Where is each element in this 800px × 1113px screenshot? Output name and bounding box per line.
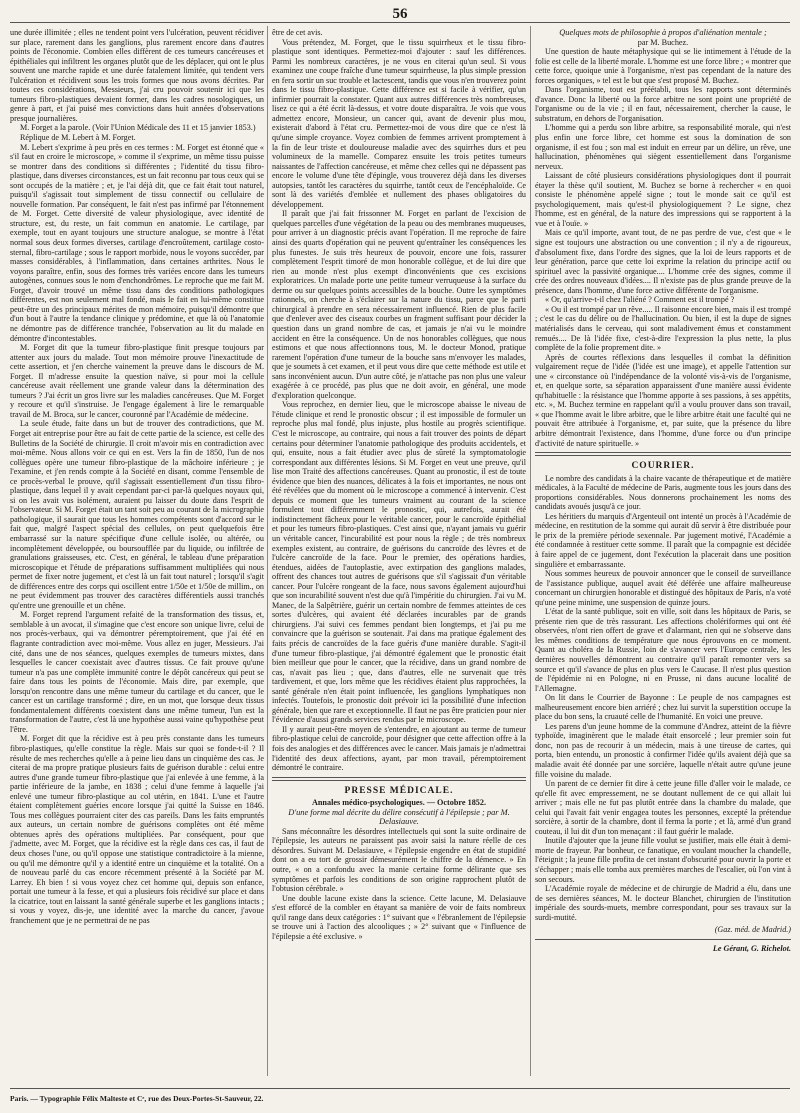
column-divider-2 <box>530 26 531 1076</box>
paragraph: Vous prétendez, M. Forget, que le tissu squirrheux et le tissu fibro-plastique sont identiques. Permettez-moi d'ajouter : sauf les différences. Parmi les nombreux caractères, je ne vous en citerai qu'un seul. Si vous examinez une coupe fraîche d'une tumeur squirrheuse, la plus simple pression en fera sortir un suc trouble et lactescent, tandis que vous n'en trouverez point dans le tissu fibro-plastique. Cette différence est si facile à vérifier, qu'un infirmier pourrait la constater. Quant aux autres différences très nombreuses, lisez ce qui a été écrit là-dessus, et votre doute disparaîtra. Je vois que vous admettez encore, Monsieur, un cancer qui, avant de devenir plus mou, existerait d'abord à l'état cru. Permettez-moi de vous dire que ce n'est là qu'une simple croyance. Voyez combien de femmes arrivent promptement à la fin de leur triste et douloureuse maladie avec des squirrhes durs et peu volumineux de la mamelle. Comparez ensuite les trois petites tumeurs naissantes de l'affection cancéreuse, et même chez celles qui ne dépassent pas encore le volume d'une tête d'épingle, vous trouverez déjà dans les diverses autopsies, tantôt les caractères du squirrhe, tantôt ceux de l'encéphaloïde. Ce sont là des variétés d'emblée et nullement des phases obligatoires du développement. <box>272 37 526 209</box>
paragraph: On lit dans le Courrier de Bayonne : Le peuple de nos campagnes est malheureusement encore bien arriéré ; chez lui survit la superstition occupe la place du bon sens, la cruauté celle de l'humanité. En voici une preuve. <box>535 693 791 722</box>
paragraph: Une question de haute métaphysique qui se lie intimement à l'étude de la folie est celle de la liberté morale. L'homme est une force libre ; « montrer que cette force, quoique unie à l'organisme, n'est pas cependant de la nature des forces organiques, » tel est le but que s'est proposé M. Buchez. <box>535 47 791 85</box>
top-rule <box>10 22 790 23</box>
paragraph: Réplique de M. Lebert à M. Forget. <box>20 133 136 143</box>
paragraph: Une double lacune existe dans la science. Cette lacune, M. Delasiauve s'est efforcé de la combler en étayant sa manière de voir de faits nombreux qu'il range dans deux catégories : 1° suivant que « l'ébranlement de l'épilepsie se trouve uni à l'action des alcooliques ; » 2° suivant que « l'influence de l'épilepsie a été exclusive. » <box>272 893 526 941</box>
paragraph: La seule étude, faite dans un but de trouver des contradictions, que M. Forget ait entreprise pour être au fait de cette partie de la science, est celle des Bulletins de la Société de chirurgie. Il croit m'avoir mis en contradiction avec moi-même. Nous allons voir ce qui en est. Vers la fin de 1850, l'un de nos collègues opère une tumeur fibro-plastique de la mâchoire inférieure ; je l'examine, et j'en rends compte à la Société en disant, comme l'ensemble de ce procès-verbal le prouve, qu'il s'agissait essentiellement d'un tissu fibro-plastique, dans lequel il y avait cependant par-ci par-là quelques noyaux qui, si on les avait vus isolément, auraient pu laisser du doute dans l'esprit de l'observateur. Si M. Forget était un tant soit peu au courant de la micrographie pathologique, il saurait que tous les hommes compétents sont d'accord sur le fait que, malgré l'aspect spécial des cellules, on peut quelquefois être embarrassé sur la nature spécifique d'une cellule isolée, ou altérée, ou incomplètement développée, ou boursoufflée par du liquide, ou infiltrée de granulations graisseuses, etc. C'est, en général, le tableau d'une préparation microscopique et l'étude de préparations suffisamment multipliées qui nous permet de fixer notre jugement, et c'est là un fait tout naturel ; lorsqu'il s'agit de différences entre des corps qui oscillent entre 1/50e et 1/50e de millim., on ne peut évidemment pas trouver des caractères différentiels aussi tranchés qu'entre une grenouille et un chêne. <box>10 419 264 610</box>
page-number: 56 <box>392 6 408 22</box>
section-heading-courrier: COURRIER. <box>631 461 695 472</box>
column-1 <box>10 28 264 925</box>
source-citation: (Gaz. méd. de Madrid.) <box>714 925 791 935</box>
section-heading-presse: PRESSE MÉDICALE. <box>344 785 454 796</box>
paragraph: Les parens d'un jeune homme de la commune d'Andrez, atteint de la fièvre typhoïde, imaginèrent que le malade était ensorcelé ; leur premier soin fut donc, non pas de recourir à un médecin, mais à une tireuse de cartes, qui porta, bien entendu, un pronostic à confirmer l'idée qu'ils avaient déjà que sa maladie avait été donnée par une sorcière, laquelle n'était autre qu'une jeune fille voisine du malade. <box>535 721 791 779</box>
paragraph: Nous sommes heureux de pouvoir annoncer que le conseil de surveillance de l'assistance publique, auquel avait été déférée une affaire malheureuse concernant un chirurgien honorable et distingué des hôpitaux de Paris, n'a voté qu'une peine minime, une suspension de quinze jours. <box>535 569 791 607</box>
paragraph: M. Forget dit que la récidive est à peu près constante dans les tumeurs fibro-plastiques, qu'elle constitue la règle. Mais sur quoi se fonde-t-il ? Il résulte de mes recherches qu'elle a à peine lieu dans un cinquième des cas. Je citerai de ma propre pratique plusieurs faits de guérison durable : celui entre autres d'une grande tumeur fibro-plastique que j'ai enlevée à une femme, à la partie inférieure de la jambe, en 1838 ; celui d'une femme à laquelle j'ai enlevé une tumeur fibro-plastique au col utérin, en 1841. L'une et l'autre étaient complètement guéries encore lorsque j'ai quitté la Suisse en 1846. Tous mes collègues pourraient citer des cas pareils. Dans les faits empruntés aux auteurs, un certain nombre de guérisons complètes ont été même obtenues après des opérations multipliées. Par conséquent, pour que j'admette, avec M. Forget, que la récidive est la règle dans ces cas, il faut de deux choses l'une, ou qu'il oppose une statistique contradictoire à la mienne, ou qu'il me démontre qu'il y a identité entre un cinquième et la totalité. On a de nouveau parlé du cas encore récemment présenté à la Société par M. Larrey. Eh bien ! si vous voyez chez cet homme qui, depuis son enfance, portait une tumeur à la fesse, et qui a plusieurs fois récidivé sur place et dans la cicatrice, tout en laissant la santé générale superbe et les ganglions intacts ; si vous y voyez, dis-je, une identité avec la marche du cancer, j'avoue franchement que je ne permettrai de ne pas <box>10 734 264 925</box>
paragraph: M. Forget reprend l'argument refaité de la transformation des tissus, et, semblable à un avocat, il s'imagine que c'est encore son unique livre, celui de nos procès-verbaux, qui va démontrer péremptoirement, que j'ai été en flagrante contradiction avec moi-même. Vous allez en juger, Messieurs. J'ai cité, dans une de nos séances, quelques exemples de tumeurs mixtes, dans lesquelles le cancer coexistait avec d'autres tissus. Ce fait prouve qu'une tumeur n'a pas une complète immunité contre le dépôt cancéreux qui peut se faire dans tous les points de l'économie. Mais dire, par exemple, que lorsqu'on rencontre dans une même tumeur du cartilage et du cancer, que le cancer est un cartilage transformé ; dire, en un mot, que lorsque deux tissus fondamentalement différents coexistent dans une même tumeur, l'un est la transformation de l'autre, c'est là une hypothèse aussi vaine qu'hypothèse peut l'être. <box>10 610 264 734</box>
divider <box>535 939 791 940</box>
paragraph: L'état de la santé publique, soit en ville, soit dans les hôpitaux de Paris, se présente rien que de très rassurant. Les affections cholériformes qui ont été observées, n'ont rien offert de grave et d'alarmant, rien qui ne s'observe dans les mêmes conditions de température que nous éprouvons en ce moment. Quant au choléra de la Russie, loin de s'avancer vers l'Europe centrale, les dernières nouvelles démontrent au contraire qu'il paraît remonter vers sa source et qu'il s'avance de plus en plus vers le Caucase. Il n'est plus question de l'épidémie ni en Pologne, ni en Prusse, ni dans aucune localité de l'Allemagne. <box>535 607 791 693</box>
paragraph: « Or, qu'arrive-t-il chez l'aliéné ? Comment est il trompé ? <box>545 295 735 305</box>
column-2 <box>272 28 526 941</box>
footer-rule <box>10 1088 790 1089</box>
paragraph: Dans l'organisme, tout est préétabli, tous les rapports sont déterminés d'avance. Donc la liberté ou la force arbitre ne sont point une propriété de l'organisme ou de la vie ; il en faut, nécessairement, chercher la cause, le substratum, en dehors de l'organisation. <box>535 85 791 123</box>
paragraph: L'Académie royale de médecine et de chirurgie de Madrid a élu, dans une de ses dernières séances, M. le docteur Blanchet, chirurgien de l'institution impériale des sourds-muets, membre correspondant, pour ses travaux sur la surdi-mutité. <box>535 884 791 922</box>
paragraph: M. Lebert s'exprime à peu près en ces termes : M. Forget est étonné que « s'il faut en croire le microscope, » comme il s'exprime, un même tissu puisse se montrer dans des conditions si différentes ; l'identité du tissu fibro-plastique, dans diverses circonstances, est un fait reconnu par tous ceux qui se sont occupés de la matière ; et, je l'ai déjà dit, que ce fait était tout naturel, puisqu'il s'agissait tout simplement de tissu connectif ou cellulaire de nouvelle formation. Par conséquent, le fait n'est pas infirmé par l'étonnement de M. Forget. Cette diversité de valeur physiologique, avec identité de structure, est, du reste, un fait commun en anatomie. Le cartilage, par exemple, tout en ayant toujours une structure analogue, se montre à l'état normal sous deux formes diverses, cartilage d'encroûtement, cartilage costo-sternal, fibro-cartilage ; sous le rapport morbide, nous le voyons succéder, par masses considérables, à l'inflammation, dans certaines arthrites. Nous le voyons paraître, enfin, sous des formes très variées encore dans les tumeurs autogènes, connues sous le nom d'enchondrômes. Le reproche que me fait M. Forget, d'avoir trouvé un même tissu dans des conditions pathologiques différentes, est non seulement mal fondé, mais le fait en lui-même constitue peut-être un des principaux mérites de mon mémoire, puisqu'il démontre que d'un bout à l'autre la tendance clinique y prédomine, et que là où l'anatomie ne démontre pas de différence tranchée, l'observation au lit du malade en démontre d'incontestables. <box>10 142 264 343</box>
paragraph: Il paraît que j'ai fait frissonner M. Forget en parlant de l'excision de quelques parcelles d'une végétation de la peau ou des membranes muqueuses, pour arriver à un diagnostic précis avant l'opération. Il me reproche de faire ainsi des quarts d'opération qui ne peuvent qu'entraîner les conséquences les plus funestes. Je suis très heureux de pouvoir, encore une fois, rassurer complètement l'esprit timoré de mon honorable collègue, et de lui dire que rien au monde n'est plus exempt d'inconvénients que ces excisions exploratrices. Un malade porte une petite tumeur verruqueuse à la surface du derme ou sur quelques points accessibles de la bouche. Outre les symptômes rationnels, on cherche à s'éclairer sur la nature du tissu, parce que le parti chirurgical à prendre en sera nécessairement influencé. Rien de plus facile que d'enlever avec des ciseaux courbes un fragment suffisant pour décider la question dans un grand nombre de cas, et jamais je n'ai vu le moindre accident en être la conséquence. Un de nos honorables collègues, que nous estimons et que nous affectionnons tous, M. le docteur Monod, pratique rarement l'opération d'une tumeur de la bouche sans m'envoyer les malades, que je soumets à cet examen, et il peut vous dire que cette méthode est utile et sans inconvénient aucun. D'un autre côté, je n'attache pas non plus une valeur exagérée à ce procédé, pas plus que ne doit avoir, en général, une mode d'exploration quelconque. <box>272 209 526 400</box>
paragraph: Inutile d'ajouter que la jeune fille voulut se justifier, mais elle était à demi-morte de frayeur. Par bonheur, ce fanatique, en voulant moucher la chandelle, l'éteignit ; la jeune fille profita de cet instant d'obscurité pour ouvrir la porte et s'échapper ; mais elle tomba aux premières marches de l'escalier, où l'on vint à son secours. <box>535 836 791 884</box>
imprint-footer: Paris. — Typographie Félix Malteste et Cᵉ, rue des Deux-Portes-St-Sauveur, 22. <box>10 1094 264 1103</box>
paragraph: Vous reprochez, en dernier lieu, que le microscope abaisse le niveau de l'étude clinique et rend le pronostic obscur ; il est impossible de formuler un reproche plus mal fondé, plus injuste, plus hostile au progrès scientifique. C'est le microscope, au contraire, qui nous a fait trouver des points de départ certains pour déterminer l'anatomie pathologique des produits accidentels, et qui, ensuite, nous a fait étudier avec plus de sûreté la symptomatologie correspondant aux différentes lésions. Si M. Forget en veut une preuve, qu'il lise mon Traité des affections cancéreuses. Quant au pronostic, il est de toute évidence que bien des nuances, délicates à la fois et importantes, ne nous ont été révélées que du moment où le microscope a commencé à intervenir. C'est depuis ce moment que les tumeurs vraiment au courant de la science formulent tout différemment le pronostic, qui, autrefois, aurait été indistinctement fâcheux pour le véritable cancer, pour le cancroïde épithélial et pour les tumeurs fibro-plastiques. C'est ainsi que, n'ayant jamais vu guérir un véritable cancer, l'incurabilité est pour nous la règle ; de très nombreux exemples existent, au contraire, de guérisons du cancroïde des lèvres et de l'ulcère cancroïde de la face. Pour le premier, des opérations hardies, étendues, aidées de l'autoplastie, avec extirpation des ganglions malades, offrent des chances tout autres de guérisons que s'il s'agissait d'un véritable cancer. Pour l'ulcère rongeant de la face, nous savons également aujourd'hui que son incurabilité souvent n'est due qu'à l'impéritie du chirurgien. J'ai vu M. Manec, de la Salpêtrière, guérir un certain nombre de femmes atteintes de ces sortes d'ulcères, qui avaient été déclarées incurables par de grands chirurgiens. J'ai suivi ces femmes pendant bien longtemps, et j'ai pu me convaincre que la guérison se soutenait. J'ai dans ma pratique également des faits précis de cancroïdes de la face guéris d'une manière durable. S'agit-il d'une tumeur fibro-plastique, j'ai démontré également que le pronostic était bien meilleur que pour le cancer, que la récidive, dans un grand nombre de cas, n'avait pas lieu ; que, dans d'autres, elle ne survenait que très tardivement, et que, lors même que les récidives étaient plus rapprochées, la santé générale n'en était point influencée, les ganglions lymphatiques non infectés. Toutefois, le pronostic doit prévoir ici la possibilité d'une infection générale, bien que rare et exceptionnelle. Il faut ne pas être praticien pour nier l'évidence d'aussi grands services rendus par le microscope. <box>272 400 526 725</box>
journal-citation: Annales médico-psychologiques. — Octobre 1852. <box>311 798 487 808</box>
paragraph: une durée illimitée ; elles ne tendent point vers l'ulcération, peuvent récidiver sur place, rarement dans les ganglions, plus rarement encore dans d'autres points de l'économie. Combien elles diffèrent de ces tumeurs cancéreuses et épithéliales qui infiltrent les organes plutôt que de les déplacer, qui ont le plus souvent une marche rapide et une durée fatalement limitée, qui tendent vers l'ulcération et récidivent sous les trois formes que nous avons décrites. Par toutes ces considérations, Messieurs, j'ai cru pouvoir soutenir ici que les tumeurs fibro-plastiques devaient former, dans les cadres nosologiques, un genre à part, et j'ai puisé mes convictions dans huit années d'observations presque journalières. <box>10 28 264 123</box>
paragraph: Un parent de ce dernier fit dire à cette jeune fille d'aller voir le malade, ce qu'elle fit avec empressement, ne se doutant nullement de ce qui allait lui arriver ; mais elle ne fut pas plutôt entrée dans la chambre du malade, que celui qui l'avait fait venir engagea toutes les personnes, excepté la prétendue sorcière, à sortir de la chambre, dont il ferma la porte ; et là, armé d'un grand couteau, il lui dit d'un ton menaçant : il faut guérir le malade. <box>535 779 791 836</box>
paragraph: « Ou il est trompé par un rêve..... Il raisonne encore bien, mais il est trompé ; c'est le cas du délire ou de l'hallucination. Ou bien, il est la dupe de signes matérialisés dans le cerveau, qui sont maladivement émus et constamment remués.... De là l'idée fixe, c'est-à-dire l'expression la plus nette, la plus complète de la folie proprement dite. » <box>535 304 791 353</box>
column-3 <box>535 28 791 953</box>
section-rule <box>535 452 791 456</box>
paragraph: M. Forget a la parole. (Voir l'Union Médicale des 11 et 15 janvier 1853.) <box>20 123 256 133</box>
article-title: Quelques mots de philosophie à propos d'aliénation mentale ; <box>559 28 767 37</box>
section-rule <box>272 777 526 781</box>
paragraph: M. Forget dit que la tumeur fibro-plastique finit presque toujours par attenter aux jours du malade. Tout mon mémoire prouve l'inexactitude de cette assertion, et j'en cherche vainement la preuve dans le discours de M. Forget. Il m'adresse ensuite la question naïve, si pour moi la cellule cancéreuse avait réellement une grande valeur dans la détermination des tumeurs ? J'ai écrit un gros livre sur les maladies cancéreuses. Que M. Forget y recoure et qu'il s'instruise. Je l'engage également à lire le remarquable travail de M. Broca, sur le cancer, couronné par l'Académie de médecine. <box>10 343 264 419</box>
column-divider-1 <box>267 26 268 1076</box>
paragraph: Mais ce qu'il importe, avant tout, de ne pas perdre de vue, c'est que « le signe est toujours une abstraction ou une convention ; il n'y a de rigoureux, d'absolument fixe, dans l'ordre des signes, que la loi de leurs rapports et de leur génération, parce que cette loi exprime la relation du principe actif ou spirituel avec la passivité organique.... L'homme crée des signes, comme il crée des ordres nouveaux d'idées.... Il n'existe pas de plus grande preuve de la présence, dans l'homme, d'une force active différente de l'organisme. <box>535 228 791 295</box>
paragraph: L'homme qui a perdu son libre arbitre, sa responsabilité morale, qui n'est plus enfin une force libre, cet homme est sous la domination de son organisme, il est fou ; son mal est induit en erreur par un délire, un rêve, une hallucination, phénomènes qui siègent essentiellement dans l'organisme nerveux. <box>535 123 791 171</box>
article-author: par M. Buchez. <box>637 37 689 47</box>
paragraph: Laissant de côté plusieurs considérations physiologiques dont il pourrait étayer la thèse qu'il soutient, M. Buchez se borne à rechercher « en quoi consiste le phénomène appelé signe ; tout le monde sait ce qu'il est psychologiquement, mais qu'est-il physiologiquement ? Le signe, chez l'homme, est en général, de la nature des impressions qui se rapportent à la vue et à l'ouïe. » <box>535 171 791 228</box>
paragraph: être de cet avis. <box>272 28 323 37</box>
paragraph: Sans méconnaître les désordres intellectuels qui sont la suite ordinaire de l'épilepsie, les auteurs ne paraissent pas avoir saisi la nature réelle de ces désordres. Suivant M. Delasiauve, « l'épilepsie engendre en état de stupidité dont on a eu tort de grossir démesurément le chiffre de la démence. » En outre, « on a confondu avec la manie certaine forme délirante que ses symptômes et parfois les conditions de son origine rapprochent plutôt de l'obtusion cérébrale. » <box>272 826 526 894</box>
paragraph: Après de courtes réflexions dans lesquelles il combat la définition vulgairement reçue de l'idée (l'idée est une image), et appelle l'attention sur une « circonstance où l'indépendance de la volonté vis-à-vis de l'organisme, et, en quelque sorte, sa séparation apparaissent d'une manière aussi évidente qu'habituelle : la résistance que l'homme apporte à ses passions, à ses appétits, etc. », M. Buchez termine en rappelant qu'il a voulu prouver dans son travail, « que l'homme avait le libre arbitre, que le libre arbitre était une faculté qui ne pouvait être attribuée à l'organisme, et, par suite, que la présence du libre arbitre démontrait l'existence, dans l'homme, d'une force ou d'un principe d'activité de nature spirituelle. » <box>535 352 791 448</box>
paragraph: Le nombre des candidats à la chaire vacante de thérapeutique et de matière médicales, à la Faculté de médecine de Paris, augmente tous les jours dans des proportions considérables. Nous donnerons prochainement les noms des candidats avoués jusqu'à ce jour. <box>535 473 791 512</box>
paragraph: Les héritiers du marquis d'Argenteuil ont intenté un procès à l'Académie de médecine, en restitution de la somme qui aurait dû servir à être distribuée pour le prix de la première période sexennale. Par jugement motivé, l'Académie a été condamnée à restituer cette somme. Il paraît que la compagnie est décidée à faire appel de ce jugement, dont l'exécution la placerait dans une position singulière et embarrassante. <box>535 511 791 569</box>
publisher-signature: Le Gérant, G. Richelot. <box>712 943 791 953</box>
article-title: D'une forme mal décrite du délire consécutif à l'épilepsie ; par M. Delasiauve. <box>288 807 510 827</box>
paragraph: Il y aurait peut-être moyen de s'entendre, en ajoutant au terme de tumeur fibro-plastique celui de cancroïde, pour désigner que cette affection offre à la fois des analogies et des différences avec le cancer. Mais jamais je n'admettrai l'identité des deux affections, ayant, par mon travail, péremptoirement démontré le contraire. <box>272 724 526 773</box>
